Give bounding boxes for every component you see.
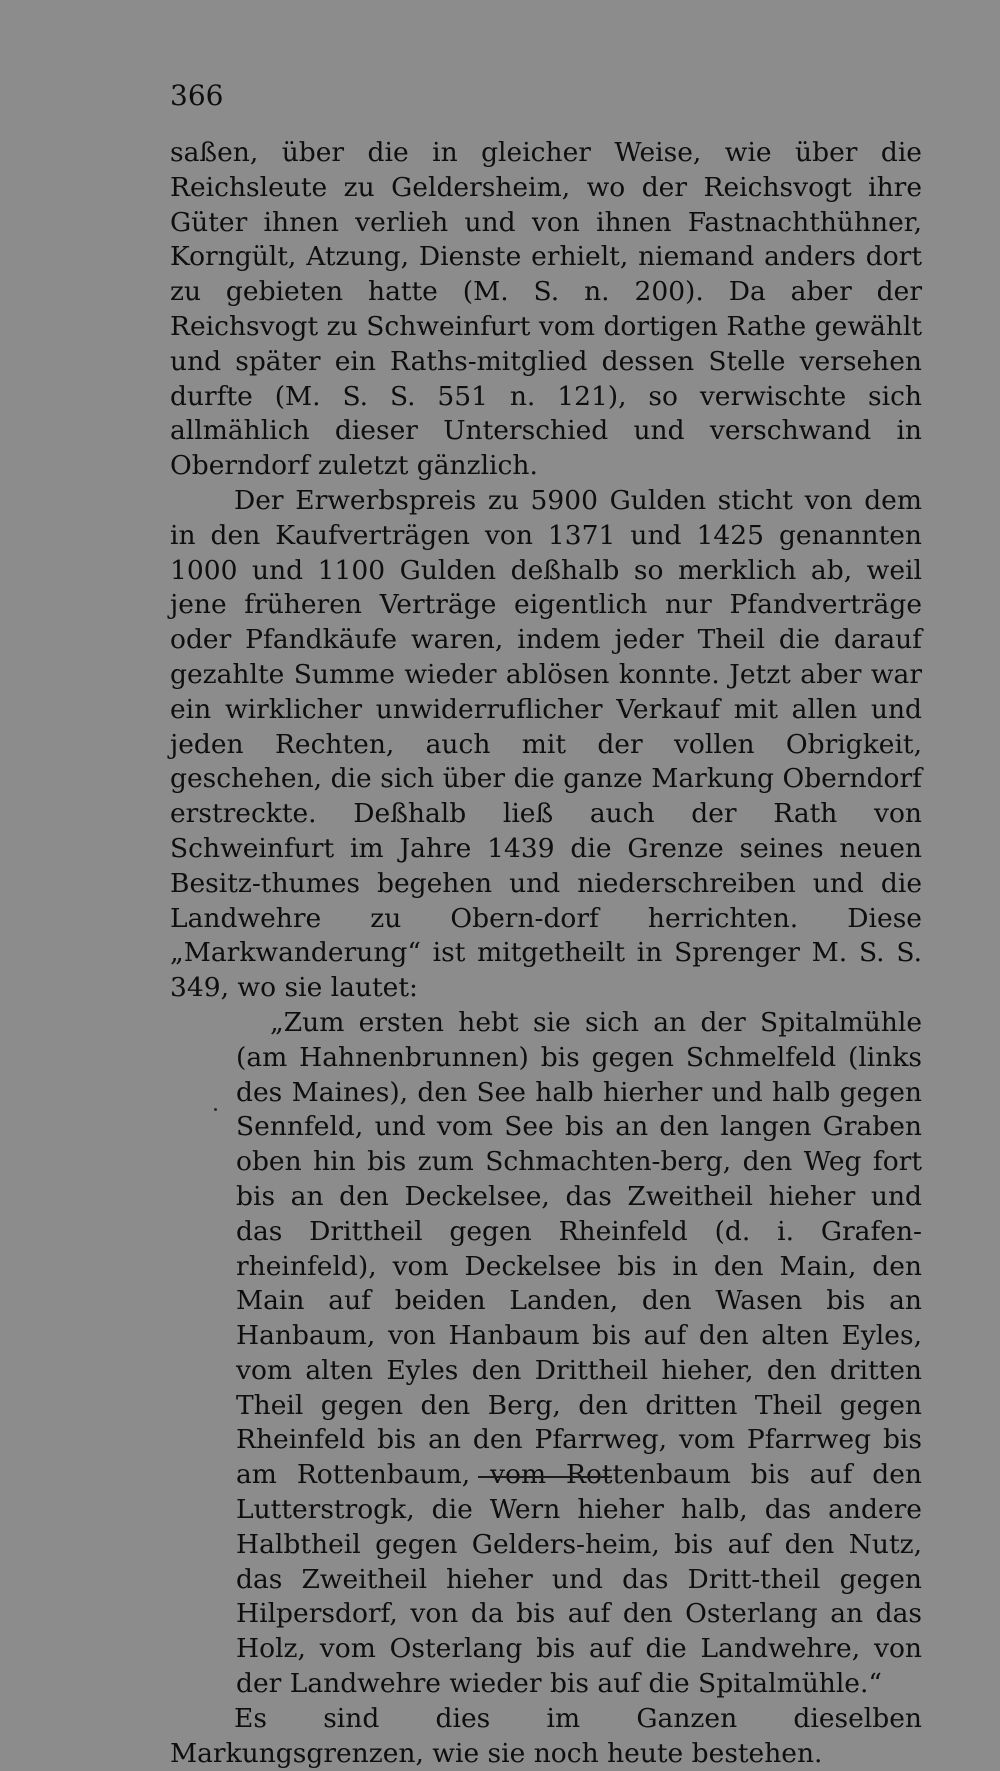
end-rule <box>478 1476 612 1478</box>
print-speck <box>214 1108 217 1111</box>
quote-markwanderung: „Zum ersten hebt sie sich an der Spitalmühle (am Hahnenbrunnen) bis gegen Schmelfeld (links des Maines), den See halb hierher und halb gegen Sennfeld, und vom See bis an den langen Graben oben hin bis zum Schmachten-berg, den Weg fort bis an den Deckelsee, das Zweitheil hieher und das Drittheil gegen Rheinfeld (d. i. Grafen-rheinfeld), vom Deckelsee bis in den Main, den Main auf beiden Landen, den Wasen bis an Hanbaum, von Hanbaum bis auf den alten Eyles, vom alten Eyles den Drittheil hieher, den dritten Theil gegen den Berg, den dritten Theil gegen Rheinfeld bis an den Pfarrweg, vom Pfarrweg bis am Rottenbaum, vom Rottenbaum bis auf den Lutterstrogk, die Wern hieher halb, das andere Halbtheil gegen Gelders-heim, bis auf den Nutz, das Zweitheil hieher und das Dritt-theil gegen Hilpersdorf, von da bis auf den Osterlang an das Holz, vom Osterlang bis auf die Landwehre, von der Landwehre wieder bis auf die Spitalmühle.“ <box>236 1006 922 1700</box>
paragraph-reichsvogt: saßen, über die in gleicher Weise, wie über die Reichsleute zu Geldersheim, wo der Reichsvogt ihre Güter ihnen verlieh und von ihnen Fastnachthühner, Korngült, Atzung, Dienste erhielt, niemand anders dort zu gebieten hatte (M. S. n. 200). Da aber der Reichsvogt zu Schweinfurt vom dortigen Rathe gewählt und später ein Raths-mitglied dessen Stelle versehen durfte (M. S. S. 551 n. 121), so verwischte sich allmählich dieser Unterschied und verschwand in Oberndorf zuletzt gänzlich. <box>170 137 922 482</box>
paragraph-closing: Es sind dies im Ganzen dieselben Markungsgrenzen, wie sie noch heute bestehen. <box>170 1702 922 1769</box>
page-number: 366 <box>170 79 224 112</box>
paragraph-erwerbspreis: Der Erwerbspreis zu 5900 Gulden sticht von dem in den Kaufverträgen von 1371 und 1425 genannten 1000 und 1100 Gulden deßhalb so merklich ab, weil jene früheren Verträge eigentlich nur Pfandverträge oder Pfandkäufe waren, indem jeder Theil die darauf gezahlte Summe wieder ablösen konnte. Jetzt aber war ein wirklicher unwiderruflicher Verkauf mit allen und jeden Rechten, auch mit der vollen Obrigkeit, geschehen, die sich über die ganze Markung Oberndorf erstreckte. Deßhalb ließ auch der Rath von Schweinfurt im Jahre 1439 die Grenze seines neuen Besitz-thumes begehen und niederschreiben und die Landwehre zu Obern-dorf herrichten. Diese „Markwanderung“ ist mitgetheilt in Sprenger M. S. S. 349, wo sie lautet: <box>170 484 922 1004</box>
page-body <box>170 136 922 1771</box>
